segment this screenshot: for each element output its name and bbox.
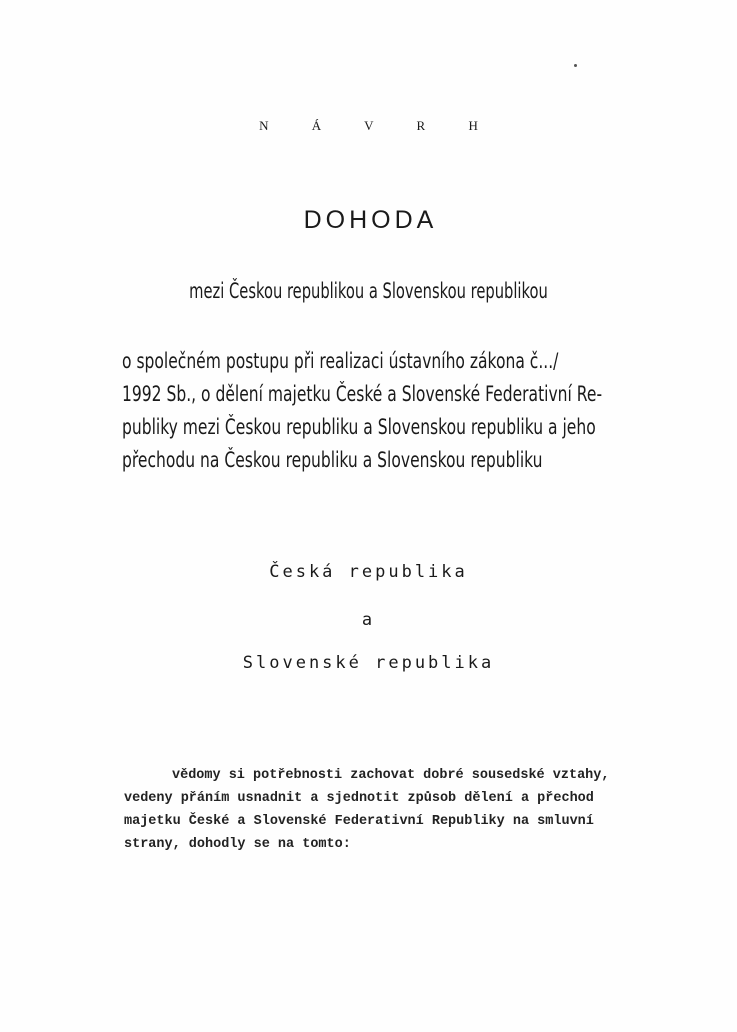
preamble-line: vedeny přáním usnadnit a sjednotit způsob dělení a přechod — [124, 791, 594, 806]
preamble-paragraph — [124, 764, 609, 856]
subject-line: 1992 Sb., o dělení majetku České a Slovenské Federativní Re- — [122, 382, 603, 406]
subject-line: o společném postupu při realizaci ústavního zákona č.../ — [122, 349, 559, 373]
subject-line: publiky mezi Českou republiku a Slovenskou republiku a jeho — [122, 415, 596, 439]
subject-paragraph — [122, 345, 602, 477]
preamble-line: vědomy si potřebnosti zachovat dobré sousedské vztahy, — [172, 768, 610, 783]
preamble-line: majetku České a Slovenské Federativní Republiky na smluvní — [124, 814, 594, 829]
preamble-line: strany, dohodly se na tomto: — [124, 837, 351, 852]
document-subtitle: mezi Českou republikou a Slovenskou republikou — [189, 279, 548, 303]
party-two: Slovenské republika — [242, 653, 495, 673]
document-title: DOHODA — [303, 206, 438, 234]
draft-label: N Á V R H — [259, 118, 498, 133]
subject-line: přechodu na Českou republiku a Slovenskou republiku — [122, 448, 543, 472]
scan-speck — [574, 64, 577, 67]
party-conjunction: a — [361, 610, 376, 630]
party-one: Česká republika — [269, 562, 468, 582]
